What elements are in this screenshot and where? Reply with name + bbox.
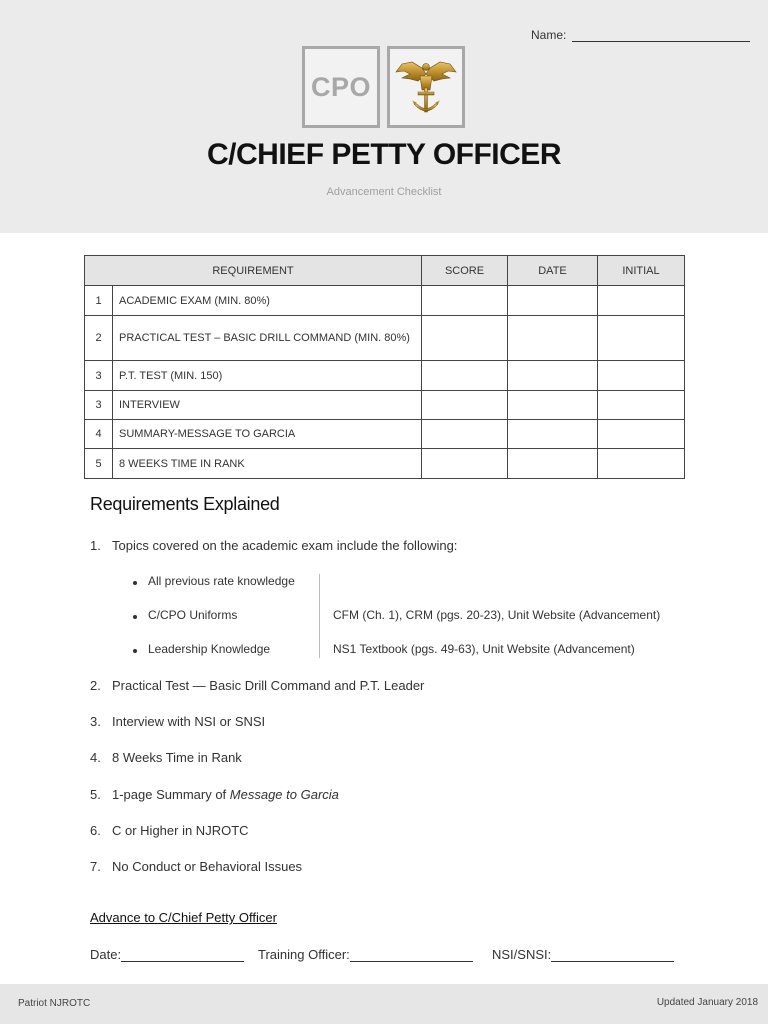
page-header: [0, 0, 768, 233]
topic-label: C/CPO Uniforms: [148, 608, 238, 622]
list-item: [90, 859, 302, 874]
row-number: 4: [85, 420, 113, 449]
date-cell[interactable]: [508, 361, 598, 391]
topic-item: [120, 608, 720, 642]
item-text: Interview with NSI or SNSI: [112, 714, 266, 729]
initial-cell[interactable]: [598, 361, 685, 391]
bullet-icon: [133, 615, 137, 619]
date-blank[interactable]: [121, 948, 244, 962]
item-number: 4.: [90, 750, 101, 765]
item-text: 1-page Summary of: [112, 787, 230, 802]
initial-cell[interactable]: [598, 420, 685, 449]
requirements-table: [84, 255, 685, 479]
item-number: 7.: [90, 859, 101, 874]
date-signature-field: [90, 947, 244, 962]
footer-unit: Patriot NJROTC: [18, 998, 91, 1009]
row-number: 5: [85, 449, 113, 479]
topic-source: CFM (Ch. 1), CRM (pgs. 20-23), Unit Website (Advancement): [333, 608, 661, 622]
table-row: [85, 316, 685, 361]
date-cell[interactable]: [508, 420, 598, 449]
name-field: [531, 28, 750, 42]
item-number: 2.: [90, 678, 101, 693]
item-text: 8 Weeks Time in Rank: [112, 750, 242, 765]
page-footer: [0, 984, 768, 1024]
score-cell[interactable]: [422, 316, 508, 361]
column-header-requirement: REQUIREMENT: [85, 256, 422, 286]
item-number: 1.: [90, 538, 101, 553]
row-requirement: SUMMARY-MESSAGE TO GARCIA: [113, 420, 422, 449]
list-item: [90, 750, 242, 765]
date-label: Date:: [90, 947, 122, 962]
list-item: [90, 823, 249, 838]
row-number: 1: [85, 286, 113, 316]
advance-heading: Advance to C/Chief Petty Officer: [90, 910, 277, 925]
item-number: 3.: [90, 714, 101, 729]
row-requirement: PRACTICAL TEST – BASIC DRILL COMMAND (MIN. 80%): [113, 316, 422, 361]
topic-label: All previous rate knowledge: [148, 574, 295, 588]
topics-list: [120, 574, 720, 676]
list-item: [90, 714, 265, 729]
score-cell[interactable]: [422, 361, 508, 391]
requirements-explained-heading: Requirements Explained: [90, 494, 280, 514]
row-number: 3: [85, 391, 113, 420]
column-header-date: DATE: [508, 256, 598, 286]
score-cell[interactable]: [422, 449, 508, 479]
topic-item: [120, 642, 720, 676]
initial-cell[interactable]: [598, 316, 685, 361]
score-cell[interactable]: [422, 391, 508, 420]
topic-item: [120, 574, 720, 608]
page-title: C/CHIEF PETTY OFFICER: [207, 138, 561, 171]
name-label: Name:: [531, 28, 567, 42]
column-header-initial: INITIAL: [598, 256, 685, 286]
date-cell[interactable]: [508, 449, 598, 479]
initial-cell[interactable]: [598, 449, 685, 479]
row-requirement: P.T. TEST (MIN. 150): [113, 361, 422, 391]
column-header-score: SCORE: [422, 256, 508, 286]
date-cell[interactable]: [508, 316, 598, 361]
nsi-label: NSI/SNSI:: [492, 947, 552, 962]
topic-label: Leadership Knowledge: [148, 642, 271, 656]
table-row: [85, 391, 685, 420]
training-officer-label: Training Officer:: [258, 947, 350, 962]
initial-cell[interactable]: [598, 391, 685, 420]
item-emphasis: Message to Garcia: [229, 787, 339, 802]
score-cell[interactable]: [422, 420, 508, 449]
training-officer-blank[interactable]: [350, 948, 473, 962]
list-item: [90, 678, 424, 693]
item-number: 5.: [90, 787, 101, 802]
row-number: 2: [85, 316, 113, 361]
row-number: 3: [85, 361, 113, 391]
nsi-blank[interactable]: [551, 948, 674, 962]
table-row: [85, 449, 685, 479]
item-text: Practical Test — Basic Drill Command and P.T. Leader: [112, 678, 425, 693]
name-blank[interactable]: [572, 29, 750, 42]
eagle-insignia: [387, 46, 465, 128]
page-subtitle: Advancement Checklist: [326, 186, 442, 198]
topic-source: NS1 Textbook (pgs. 49-63), Unit Website (Advancement): [333, 642, 635, 656]
bullet-icon: [133, 649, 137, 653]
list-item: [90, 787, 339, 802]
table-row: [85, 286, 685, 316]
training-officer-field: [258, 947, 473, 962]
date-cell[interactable]: [508, 391, 598, 420]
table-row: [85, 361, 685, 391]
date-cell[interactable]: [508, 286, 598, 316]
row-requirement: ACADEMIC EXAM (MIN. 80%): [113, 286, 422, 316]
item-number: 6.: [90, 823, 101, 838]
item-text: No Conduct or Behavioral Issues: [112, 859, 303, 874]
cpo-logo: [302, 46, 380, 128]
nsi-field: [492, 947, 674, 962]
eagle-anchor-icon: [392, 54, 460, 120]
row-requirement: 8 WEEKS TIME IN RANK: [113, 449, 422, 479]
cpo-logo-text: CPO: [310, 71, 371, 102]
list-item: [90, 538, 457, 553]
bullet-icon: [133, 581, 137, 585]
item-text: Topics covered on the academic exam include the following:: [112, 538, 458, 553]
footer-updated: Updated January 2018: [656, 997, 758, 1008]
row-requirement: INTERVIEW: [113, 391, 422, 420]
score-cell[interactable]: [422, 286, 508, 316]
initial-cell[interactable]: [598, 286, 685, 316]
item-text: C or Higher in NJROTC: [112, 823, 249, 838]
table-header-row: [85, 256, 685, 286]
table-row: [85, 420, 685, 449]
